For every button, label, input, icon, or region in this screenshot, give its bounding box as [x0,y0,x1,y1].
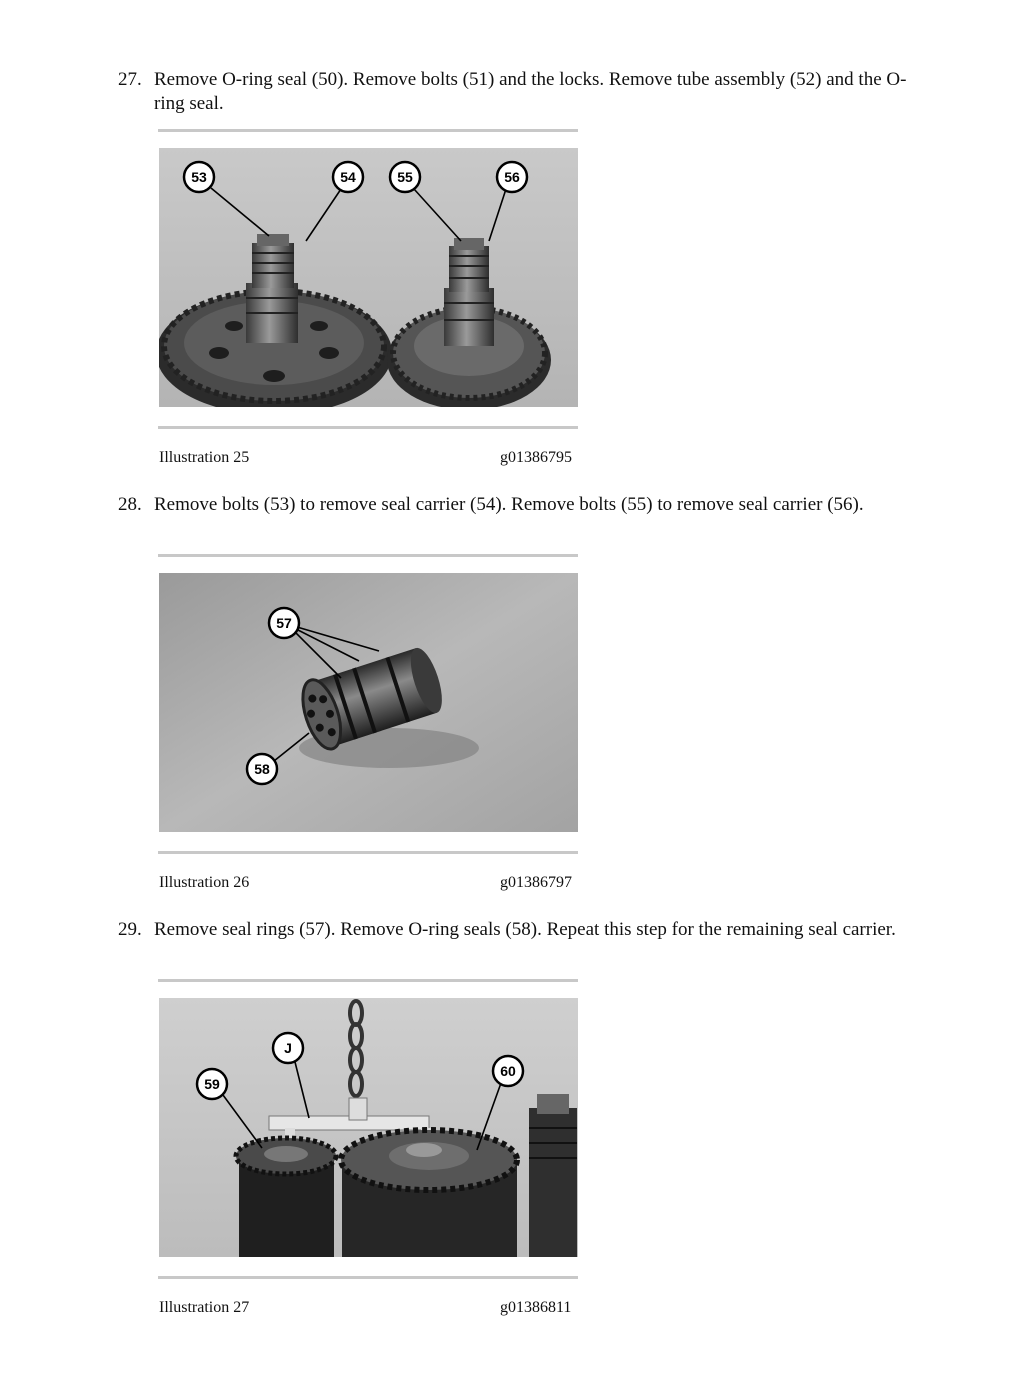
svg-text:57: 57 [276,615,292,631]
figure-bottom-rule [158,1276,578,1279]
callout-53 [184,162,214,192]
figure-top-rule [158,554,578,557]
svg-text:53: 53 [191,169,207,185]
illustration-26-photo [159,573,578,832]
callout-55 [390,162,420,192]
step-text: Remove O-ring seal (50). Remove bolts (51) and the locks. Remove tube assembly (52) and the O-ring seal. [154,69,907,114]
svg-text:55: 55 [397,169,413,185]
svg-text:J: J [284,1040,292,1056]
callout-54 [333,162,363,192]
step-number: 29. [118,919,142,940]
figure-bottom-rule [158,851,578,854]
callout-59 [197,1069,227,1099]
callout-J [273,1033,303,1063]
svg-text:56: 56 [504,169,520,185]
illustration-label: Illustration 26 [159,874,250,891]
illustration-label: Illustration 27 [159,1299,250,1316]
illustration-label: Illustration 25 [159,449,250,466]
figure-top-rule [158,129,578,132]
illustration-code: g01386797 [500,874,572,891]
svg-text:59: 59 [204,1076,220,1092]
illustration-code: g01386811 [500,1299,572,1316]
callout-58 [247,754,277,784]
illustration-25-photo [159,148,578,407]
svg-text:58: 58 [254,761,270,777]
svg-text:60: 60 [500,1063,516,1079]
svg-text:54: 54 [340,169,356,185]
illustration-27-photo [159,998,578,1257]
figure-bottom-rule [158,426,578,429]
illustration-code: g01386795 [500,449,572,466]
callout-60 [493,1056,523,1086]
figure-top-rule [158,979,578,982]
step-number: 28. [118,494,142,515]
step-text: Remove bolts (53) to remove seal carrier (54). Remove bolts (55) to remove seal carrier (56). [154,494,864,515]
step-text: Remove seal rings (57). Remove O-ring seals (58). Repeat this step for the remaining seal carrier. [154,919,896,940]
callout-57 [269,608,299,638]
callout-56 [497,162,527,192]
step-number: 27. [118,69,142,90]
